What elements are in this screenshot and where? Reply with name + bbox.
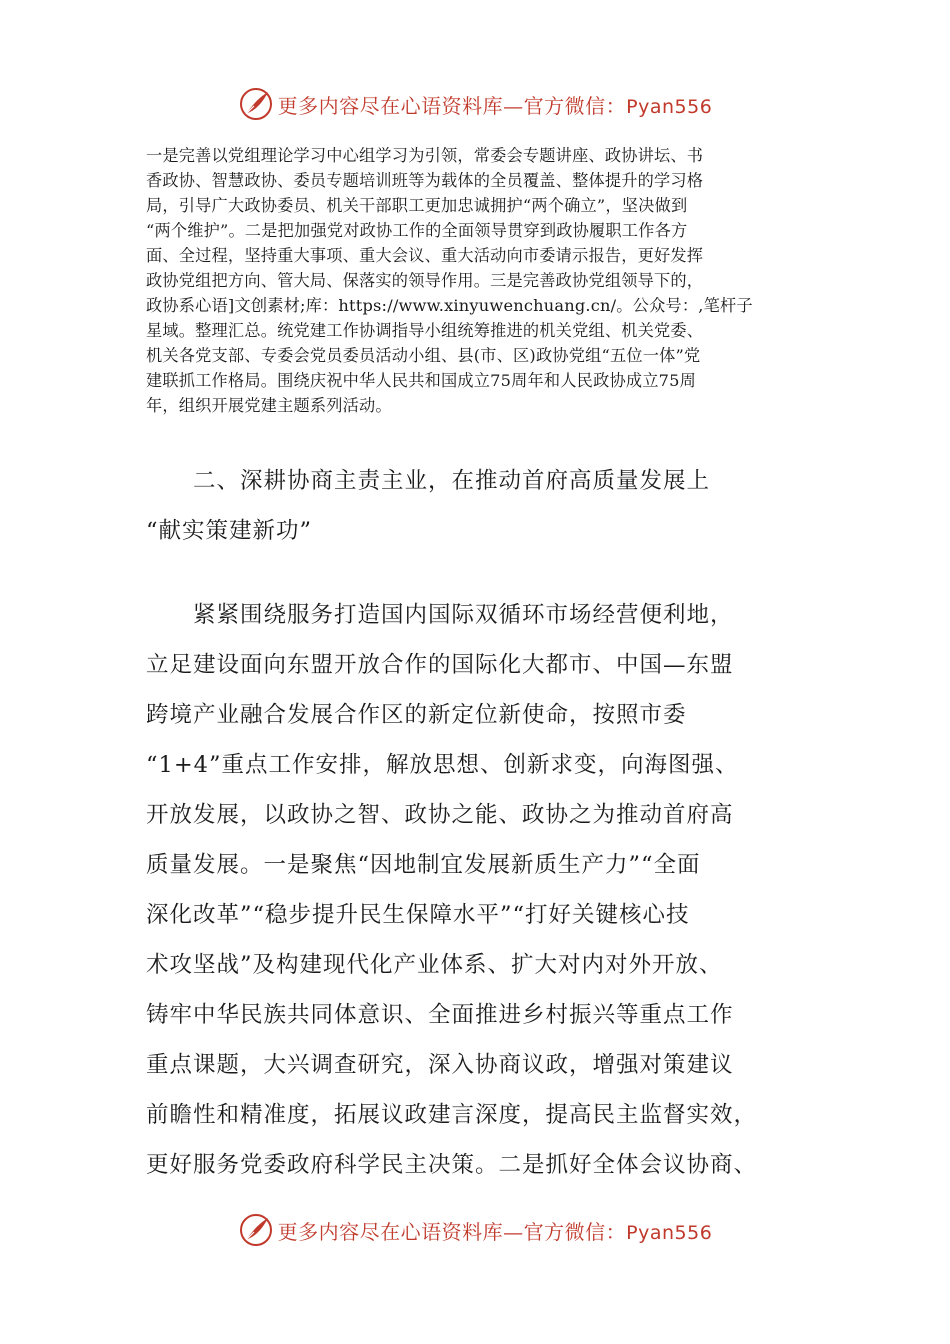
body-paragraph: 紧紧围绕服务打造国内国际双循环市场经营便利地， 立足建设面向东盟开放合作的国际化大都市、中国—东盟 跨境产业融合发展合作区的新定位新使命，按照市委 “1+4”重点工作安排，解放思想、创新求变，向海图强、 开放发展，以政协之智、政协之能、政协之为推动首府高 质量发展。一是聚焦“因地制宜发展新质生产力”“全面 深化改革”“稳步提升民生保障水平”“打好关键核心技 术攻坚战”及构建现代化产业体系、扩大对内对外开放、 铸牢中华民族共同体意识、全面推进乡村振兴等重点工作 重点课题，大兴调查研究，深入协商议政，增强对策建议 前瞻性和精准度，拓展议政建言深度，提高民主监督实效， 更好服务党委政府科学民主决策。二是抓好全体会议协商、	[146, 602, 758, 1178]
quill-logo-icon	[238, 86, 274, 122]
header-banner	[0, 84, 950, 124]
footer-banner-text-cn: 更多内容尽在心语资料库—官方微信：	[277, 1219, 627, 1244]
footer-banner-content	[238, 1212, 713, 1248]
quill-logo-icon	[238, 1212, 274, 1248]
footer-banner-text	[278, 1216, 713, 1245]
header-banner-wechat-id: Pyan556	[626, 95, 713, 118]
footer-banner-wechat-id: Pyan556	[626, 1221, 713, 1244]
footer-banner	[0, 1210, 950, 1250]
intro-paragraph: 一是完善以党组理论学习中心组学习为引领，常委会专题讲座、政协讲坛、书 香政协、智慧政协、委员专题培训班等为载体的全员覆盖、整体提升的学习格 局，引导广大政协委员、机关干部职工更加忠诚拥护“两个确立”，坚决做到 “两个维护”。二是把加强党对政协工作的全面领导贯穿到政协履职工作各方 面、全过程，坚持重大事项、重大会议、重大活动向市委请示报告，更好发挥 政协党组把方向、管大局、保落实的领导作用。三是完善政协党组领导下的， 政协系心语]文创素材;库：https://www.xinyuwenchuang.cn/。公众号：,笔杆子 星域。整理汇总。统党建工作协调指导小组统筹推进的机关党组、机关党委、 机关各党支部、专委会党员委员活动小组、县(市、区)政协党组“五位一体”党 建联抓工作格局。围绕庆祝中华人民共和国成立75周年和人民政协成立75周 年，组织开展党建主题系列活动。	[146, 146, 753, 415]
header-banner-content	[238, 86, 713, 122]
header-banner-text-cn: 更多内容尽在心语资料库—官方微信：	[277, 93, 627, 118]
section-heading: 二、深耕协商主责主业，在推动首府高质量发展上 “献实策建新功”	[146, 468, 711, 544]
header-banner-text	[278, 90, 713, 119]
